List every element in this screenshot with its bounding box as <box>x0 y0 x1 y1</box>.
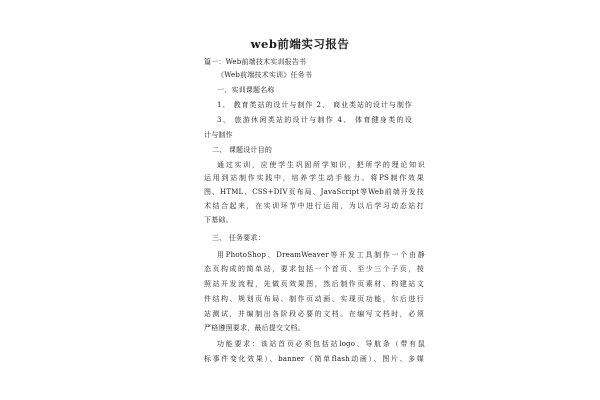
text-line: 通过实训，应使学生巩固所学知识，把所学的理论知识 <box>217 161 425 169</box>
text-line: 计与制作 <box>204 131 233 139</box>
text-line: 术结合起来，在实训环节中进行运用，为以后学习动态站打 <box>204 202 424 210</box>
text-line: 态页构成的简单站，要求包括一个首页、至少三个子页，按 <box>204 265 424 273</box>
text-line: 用PhotoShop、DreamWeaver等开发工具制作一个由静 <box>217 251 425 259</box>
page-title: web前端实习报告 <box>250 37 350 51</box>
text-line: 功能要求：该站首页必须包括站logo、导航条（带有鼠 <box>217 340 425 348</box>
text-line: 3、 旅游休闲类站的设计与制作 4、 体育健身类的设 <box>217 116 412 124</box>
text-line: 运用到站制作实践中，培养学生动手能力。将PS制作效果 <box>204 174 424 182</box>
text-line: 下基础。 <box>204 216 233 224</box>
text-line: 照站开发流程，先做页效果图，然后制作页素材、构建站文 <box>204 280 424 288</box>
text-line: 严格遵照要求，最后提交文档。 <box>204 324 305 332</box>
section-heading: 一、实训课题名称 <box>217 86 275 94</box>
section-heading: 二、 课题设计目的 <box>212 146 273 154</box>
section-heading: 三、 任务要求： <box>212 234 265 242</box>
text-line: 件结构、规划页布局、制作页动画、实现页功能，尔后进行 <box>204 295 424 303</box>
doc-subtitle: 《Web前端技术实训》任务书 <box>217 71 313 79</box>
text-line: 图、HTML、CSS+DIV页布局、JavaScript等Web前端开发技 <box>204 188 424 196</box>
text-line: 标事件变化效果）、banner（简单flash动画）、图片、多媒 <box>204 355 424 363</box>
doc-heading: 篇一：Web前端技术实训报告书 <box>204 58 307 66</box>
text-line: 站测试，并编制出各阶段必要的文档。在编写文档时，必须 <box>204 310 424 318</box>
text-line: 1、 教育类站的设计与制作 2、 商业类站的设计与制作 <box>217 101 412 109</box>
